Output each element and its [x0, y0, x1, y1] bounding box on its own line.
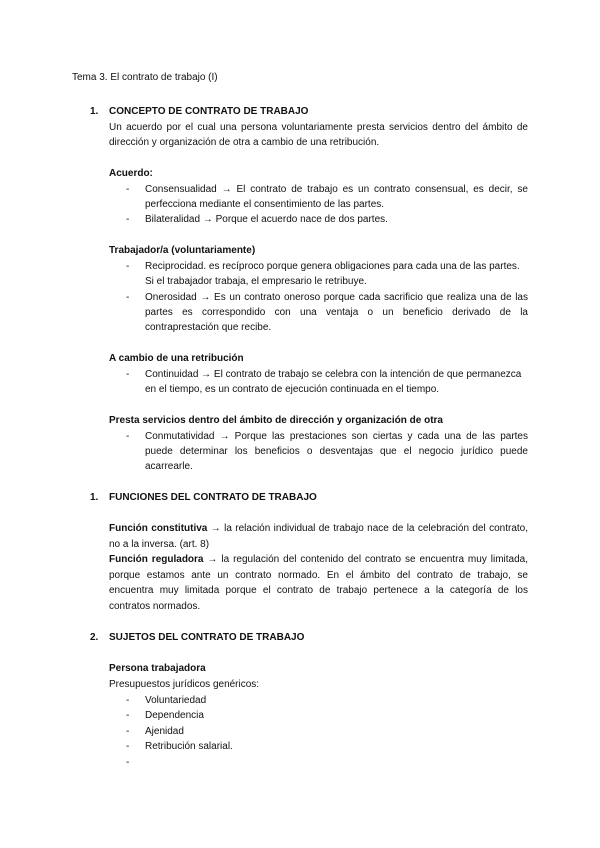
document-title: Tema 3. El contrato de trabajo (I)	[72, 72, 218, 83]
acuerdo-item2: Bilateralidad → Porque el acuerdo nace de dos partes.	[145, 214, 388, 225]
bullet-dash: -	[126, 292, 130, 303]
acuerdo-heading: Acuerdo:	[109, 168, 153, 179]
funcion-constitutiva-text: → la relación individual de trabajo nace de la celebración del contrato,	[207, 523, 528, 534]
list-item: Dependencia	[145, 710, 204, 721]
bullet-dash: -	[126, 710, 130, 721]
section3-number: 2.	[90, 632, 99, 643]
presta-item1-line1: Conmutatividad → Porque las prestaciones son ciertas y cada una de las partes	[145, 431, 528, 442]
funcion-constitutiva-line2: no a la inversa. (art. 8)	[109, 539, 210, 550]
bullet-dash: -	[126, 695, 130, 706]
presta-item1-line2: puede determinar los beneficios o desventajas que el negocio jurídico puede	[145, 446, 528, 457]
presta-heading: Presta servicios dentro del ámbito de dirección y organización de otra	[109, 415, 443, 426]
section1-number: 1.	[90, 106, 99, 117]
funcion-constitutiva-line1	[109, 523, 528, 535]
section3-heading: SUJETOS DEL CONTRATO DE TRABAJO	[109, 632, 305, 643]
bullet-dash: -	[126, 431, 130, 442]
acuerdo-item1-line1: Consensualidad → El contrato de trabajo es un contrato consensual, es decir, se	[145, 184, 528, 195]
funcion-reguladora-text: → la regulación del contenido del contrato se encuentra muy limitada,	[203, 554, 528, 565]
trabajador-heading: Trabajador/a (voluntariamente)	[109, 245, 256, 256]
retribucion-item1-line2: en el tiempo, es un contrato de ejecución continuada en el tiempo.	[145, 384, 440, 395]
retribucion-item1-line1: Continuidad → El contrato de trabajo se celebra con la intención de que permanezca	[145, 369, 522, 380]
trabajador-item2-line3: contraprestación que recibe.	[145, 322, 272, 333]
funcion-reguladora-line4: contratos normados.	[109, 601, 201, 612]
presupuestos-label: Presupuestos jurídicos genéricos:	[109, 679, 260, 690]
funcion-reguladora-label: Función reguladora	[109, 554, 204, 565]
list-item: Ajenidad	[145, 726, 184, 737]
trabajador-item1-line2: Si el trabajador trabaja, el empresario le retribuye.	[145, 276, 367, 287]
persona-trabajadora-heading: Persona trabajadora	[109, 663, 206, 674]
bullet-dash: -	[126, 741, 130, 752]
bullet-dash: -	[126, 369, 130, 380]
retribucion-heading: A cambio de una retribución	[109, 353, 244, 364]
trabajador-item1-line1: Reciprocidad. es recíproco porque genera obligaciones para cada una de las partes.	[145, 261, 520, 272]
trabajador-item2-line1: Onerosidad → Es un contrato oneroso porque cada sacrificio que realiza una de las	[145, 292, 528, 303]
trabajador-item2-line2: partes es correspondido con una ventaja o un beneficio derivado de la	[145, 307, 528, 318]
section2-heading: FUNCIONES DEL CONTRATO DE TRABAJO	[109, 492, 317, 503]
funcion-reguladora-line3: encuentra muy limitada porque el contrato de trabajo pertenece a la categoría de los	[109, 585, 528, 596]
presta-item1-line3: acarrearle.	[145, 461, 193, 472]
funcion-reguladora-line1	[109, 554, 528, 566]
list-item: Voluntariedad	[145, 695, 207, 706]
bullet-dash: -	[126, 757, 130, 768]
bullet-dash: -	[126, 261, 130, 272]
section1-intro-line2: dirección y organización de otra a cambio de una retribución.	[109, 137, 380, 148]
bullet-dash: -	[126, 184, 130, 195]
section2-number: 1.	[90, 492, 99, 503]
funcion-constitutiva-label: Función constitutiva	[109, 523, 208, 534]
section1-intro-line1: Un acuerdo por el cual una persona voluntariamente presta servicios dentro del ámbito de	[109, 122, 528, 133]
funcion-reguladora-line2: porque estamos ante un contrato normado. En el ámbito del contrato de trabajo, se	[109, 570, 528, 581]
bullet-dash: -	[126, 214, 130, 225]
section1-heading: CONCEPTO DE CONTRATO DE TRABAJO	[109, 106, 309, 117]
acuerdo-item1-line2: perfecciona mediante el consentimiento de las partes.	[145, 199, 385, 210]
list-item: Retribución salarial.	[145, 741, 233, 752]
bullet-dash: -	[126, 726, 130, 737]
